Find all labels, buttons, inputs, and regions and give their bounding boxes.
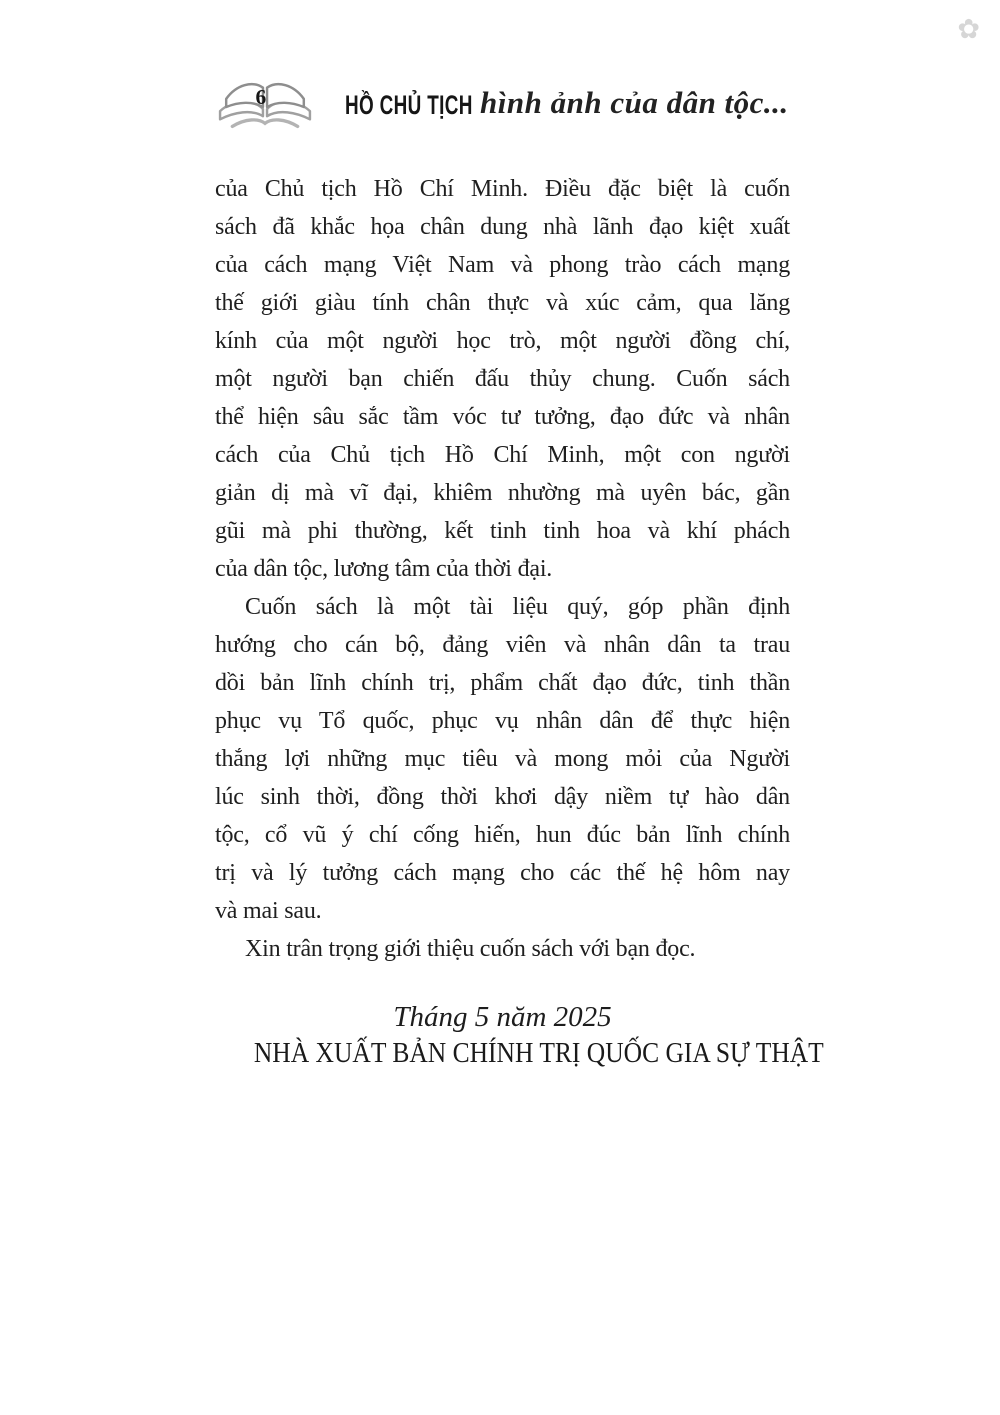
body-line: phục vụ Tổ quốc, phục vụ nhân dân để thực hiện <box>215 708 790 734</box>
body-line: Xin trân trọng giới thiệu cuốn sách với bạn đọc. <box>245 936 696 962</box>
body-line: sách đã khắc họa chân dung nhà lãnh đạo kiệt xuất <box>215 214 790 240</box>
running-head-subtitle: hình ảnh của dân tộc... <box>480 85 789 120</box>
body-line: và mai sau. <box>215 898 322 924</box>
page-number: 6 <box>255 84 267 109</box>
flower-icon: ✿ <box>957 14 980 45</box>
body-line: của Chủ tịch Hồ Chí Minh. Điều đặc biệt là cuốn <box>215 176 790 202</box>
footer-publisher-line <box>215 1036 824 1070</box>
running-head-title: HỒ CHỦ TỊCH <box>345 90 473 120</box>
body-line: thế giới giàu tính chân thực và xúc cảm, qua lăng <box>215 290 790 316</box>
body-line: kính của một người học trò, một người đồng chí, <box>215 328 790 354</box>
body-line: giản dị mà vĩ đại, khiêm nhường mà uyên bác, gần <box>215 480 790 506</box>
publisher-name: NHÀ XUẤT BẢN CHÍNH TRỊ QUỐC GIA SỰ THẬT <box>253 1037 824 1069</box>
running-head <box>0 0 1000 160</box>
body-text <box>215 170 790 968</box>
body-line: của dân tộc, lương tâm của thời đại. <box>215 556 553 582</box>
body-line: hướng cho cán bộ, đảng viên và nhân dân ta trau <box>215 632 790 658</box>
body-line: gũi mà phi thường, kết tinh tinh hoa và khí phách <box>215 518 790 544</box>
body-line: dồi bản lĩnh chính trị, phẩm chất đạo đức, tinh thần <box>215 670 790 696</box>
body-line: thể hiện sâu sắc tầm vóc tư tưởng, đạo đức và nhân <box>215 404 790 430</box>
body-line: Cuốn sách là một tài liệu quý, góp phần định <box>245 594 790 620</box>
footer-date-line: Tháng 5 năm 2025 <box>393 1001 612 1033</box>
body-line: lúc sinh thời, đồng thời khơi dậy niềm tự hào dân <box>215 784 790 810</box>
body-line: thắng lợi những mục tiêu và mong mỏi của Người <box>215 746 790 772</box>
body-line: tộc, cổ vũ ý chí cống hiến, hun đúc bản lĩnh chính <box>215 822 790 848</box>
body-line: cách của Chủ tịch Hồ Chí Minh, một con người <box>215 442 790 468</box>
body-line: của cách mạng Việt Nam và phong trào cách mạng <box>215 252 790 278</box>
body-line: trị và lý tưởng cách mạng cho các thế hệ hôm nay <box>215 860 790 886</box>
open-book-icon <box>217 77 313 133</box>
body-line: một người bạn chiến đấu thủy chung. Cuốn sách <box>215 366 790 392</box>
